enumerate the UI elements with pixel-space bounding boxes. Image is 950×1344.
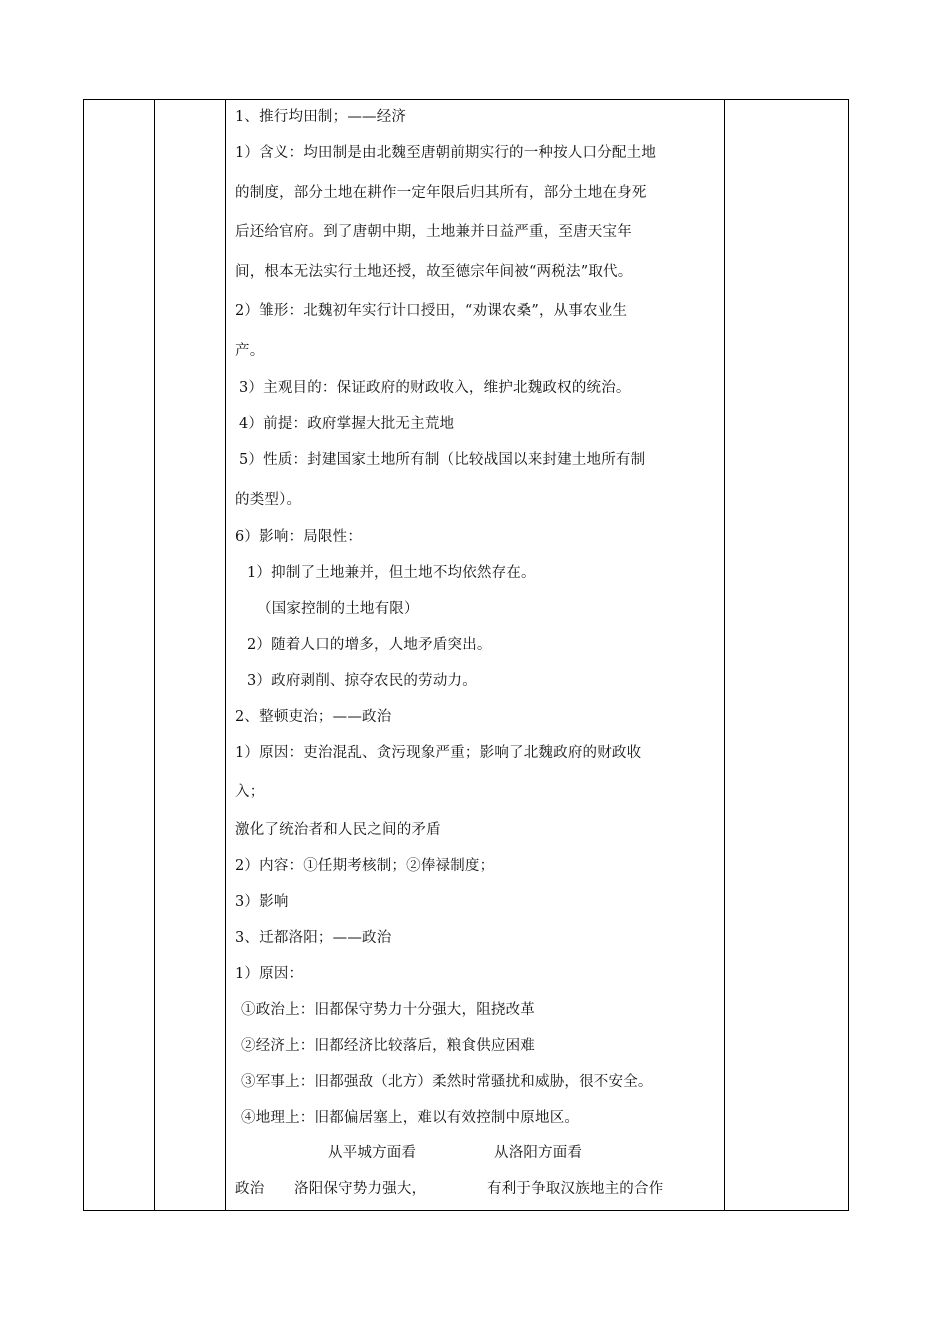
document-table xyxy=(83,99,849,1211)
text-line: 激化了统治者和人民之间的矛盾 xyxy=(235,822,441,838)
compare-header-right: 从洛阳方面看 xyxy=(494,1145,583,1161)
text-line: 5）性质：封建国家土地所有制（比较战国以来封建土地所有制 xyxy=(239,452,646,468)
text-line: ④地理上：旧都偏居塞上，难以有效控制中原地区。 xyxy=(241,1110,580,1126)
text-line: 入； xyxy=(235,784,265,800)
text-line: 后还给官府。到了唐朝中期，土地兼并日益严重，至唐天宝年 xyxy=(235,224,632,240)
column-divider-2 xyxy=(225,100,226,1210)
text-line: 2）随着人口的增多，人地矛盾突出。 xyxy=(247,637,492,653)
compare-header-left: 从平城方面看 xyxy=(328,1145,417,1161)
text-line: ①政治上：旧都保守势力十分强大，阻挠改革 xyxy=(241,1002,535,1018)
text-line: 3、迁都洛阳；——政治 xyxy=(235,930,392,946)
text-line: 4）前提：政府掌握大批无主荒地 xyxy=(239,416,455,432)
text-line: 1）含义：均田制是由北魏至唐朝前期实行的一种按人口分配土地 xyxy=(235,145,657,161)
text-line: 3）影响 xyxy=(235,894,289,910)
column-divider-1 xyxy=(154,100,155,1210)
text-line: 1）原因： xyxy=(235,966,304,982)
text-line: 的制度，部分土地在耕作一定年限后归其所有，部分土地在身死 xyxy=(235,185,647,201)
text-line: 间，根本无法实行土地还授，故至德宗年间被“两税法”取代。 xyxy=(235,264,633,280)
text-line: 1）原因：吏治混乱、贪污现象严重；影响了北魏政府的财政收 xyxy=(235,745,642,761)
text-line: 3）政府剥削、掠夺农民的劳动力。 xyxy=(247,673,477,689)
text-line: 的类型）。 xyxy=(235,492,302,508)
text-line: 3）主观目的：保证政府的财政收入，维护北魏政权的统治。 xyxy=(239,380,631,396)
text-line: 1、推行均田制；——经济 xyxy=(235,109,407,125)
text-line: 6）影响：局限性： xyxy=(235,529,363,545)
compare-row-label: 政治 xyxy=(235,1181,265,1197)
column-divider-3 xyxy=(724,100,725,1210)
text-line: 2、整顿吏治；——政治 xyxy=(235,709,392,725)
text-line: 1）抑制了土地兼并，但土地不均依然存在。 xyxy=(247,565,536,581)
text-line: 2）雏形：北魏初年实行计口授田，“劝课农桑”，从事农业生 xyxy=(235,303,628,319)
compare-row-left: 洛阳保守势力强大， xyxy=(294,1181,427,1197)
text-line: ③军事上：旧都强敌（北方）柔然时常骚扰和威胁，很不安全。 xyxy=(241,1074,653,1090)
text-line: （国家控制的土地有限） xyxy=(257,601,419,617)
text-line: 产。 xyxy=(235,343,265,359)
text-line: 2）内容：①任期考核制；②俸禄制度； xyxy=(235,858,495,874)
text-line: ②经济上：旧都经济比较落后，粮食供应困难 xyxy=(241,1038,535,1054)
compare-row-right: 有利于争取汉族地主的合作 xyxy=(487,1181,664,1197)
